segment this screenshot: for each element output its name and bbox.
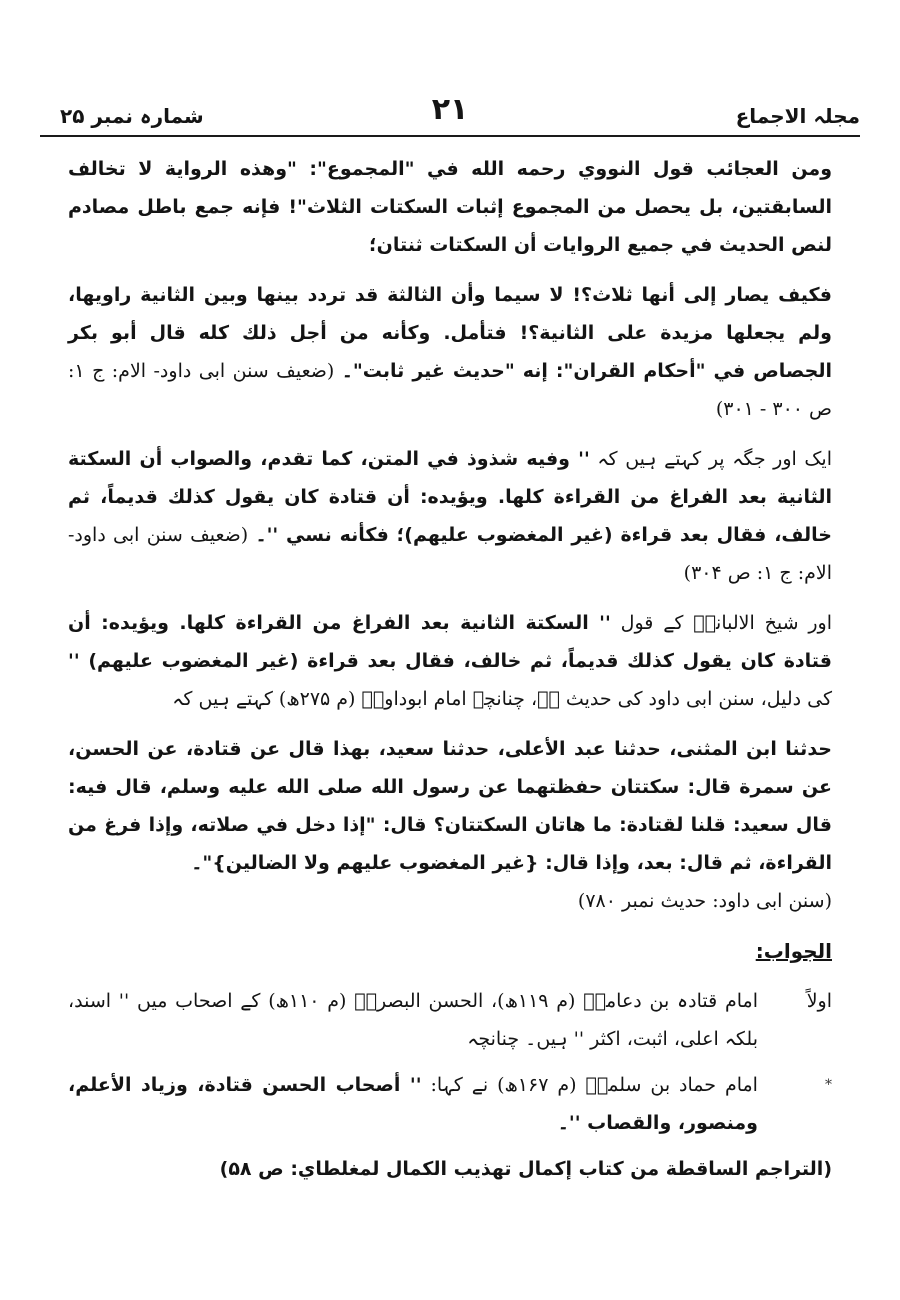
urdu-intro: اور شیخ الالبانیؒ کے قول — [620, 612, 833, 634]
issue-number: شمارہ نمبر ۲۵ — [60, 104, 204, 128]
journal-title: مجلہ الاجماع — [735, 104, 860, 128]
paragraph-hadith — [68, 730, 832, 920]
page-body — [68, 150, 832, 1200]
answer-point-first — [68, 982, 832, 1058]
citation: (ضعیف سنن ابی داود- الام: ج ۱: ص ۳۰۴) — [68, 524, 832, 584]
citation: (سنن ابی داود: حدیث نمبر ۷۸۰) — [577, 890, 832, 912]
arabic-quote: '' وفيه شذوذ في المتن، كما تقدم، والصواب أن السكتة الثانية بعد الفراغ من القراءة كلها. ويؤيده: أن قتادة كان يقول كذلك قديماً، ثم خالف، فقال بعد قراءة (غير المغضوب عليهم)؛ فكأنه نسي ''۔ — [68, 448, 832, 546]
paragraph-another-place — [68, 440, 832, 592]
urdu-text: کی دلیل، سنن ابی داود کی حدیث ہے، چنانچہ امام ابوداودؒ (م ۲۷۵ھ) کہتے ہیں کہ — [172, 688, 832, 710]
paragraph-albani — [68, 604, 832, 718]
citation: (التراجم الساقطة من كتاب إكمال تهذيب الكمال لمغلطاي: ص ۵۸) — [219, 1158, 832, 1180]
header-rule — [40, 135, 860, 137]
answer-point-hammad — [68, 1066, 832, 1142]
point-content — [68, 1066, 758, 1142]
urdu-intro: امام حماد بن سلمہؒ (م ۱۶۷ھ) نے کہا: — [430, 1074, 758, 1096]
arabic-text: ومن العجائب قول النووي رحمه الله في "المجموع": "وهذه الرواية لا تخالف السابقتين، بل يحصل من المجموع إثبات السكتات الثلاث"! فإنه جمع باطل مصادم لنص الحديث في جميع الروايات أن السكتات ثنتان؛ — [68, 158, 832, 256]
arabic-quote: '' أصحاب الحسن قتادة، وزياد الأعلم، ومنصور، والقصاب ''۔ — [68, 1074, 758, 1134]
point-label: اولاً — [806, 990, 832, 1012]
paragraph-nawawi — [68, 150, 832, 264]
citation: (ضعیف سنن ابی داود- الام: ج ۱: ص ۳۰۰ - ۳۰۱) — [68, 360, 832, 420]
bullet-star: * — [825, 1077, 832, 1093]
answer-heading: الجواب: — [755, 939, 832, 963]
page-header — [40, 90, 860, 134]
page-number: ۲۱ — [431, 92, 469, 127]
paragraph-final-ref — [68, 1150, 832, 1188]
arabic-quote: '' السكتة الثانية بعد الفراغ من القراءة كلها. ويؤيده: أن قتادة كان يقول كذلك قديماً، ثم خالف، فقال بعد قراءة (غير المغضوب عليهم) '' — [68, 612, 832, 672]
hadith-text: حدثنا ابن المثنى، حدثنا عبد الأعلى، حدثنا سعيد، بهذا قال عن قتادة، عن الحسن، عن سمرة قال: سكتتان حفظتهما عن رسول الله صلى الله عليه وسلم، قال فيه: قال سعيد: قلنا لقتادة: ما هاتان السكتتان؟ قال: "إذا دخل في صلاته، وإذا فرغ من القراءة، ثم قال: بعد، وإذا قال: {غير المغضوب عليهم ولا الضالين}"۔ — [68, 738, 832, 874]
urdu-intro: ایک اور جگہ پر کہتے ہیں کہ — [597, 448, 833, 470]
paragraph-jassas — [68, 276, 832, 428]
arabic-text: فكيف يصار إلى أنها ثلاث؟! لا سيما وأن الثالثة قد تردد بينها وبين الثانية راويها، ولم يجعلها مزيدة على الثانية؟! فتأمل. وكأنه من أجل ذلك كله قال أبو بكر الجصاص في "أحكام القران": إنه "حديث غير ثابت"۔ — [68, 284, 832, 382]
urdu-text: امام قتادہ بن دعامہؒ (م ۱۱۹ھ)، الحسن البصریؒ (م ۱۱۰ھ) کے اصحاب میں '' اسند، بلکہ اعلی، اثبت، اکثر '' ہیں۔ چنانچہ — [68, 990, 759, 1050]
